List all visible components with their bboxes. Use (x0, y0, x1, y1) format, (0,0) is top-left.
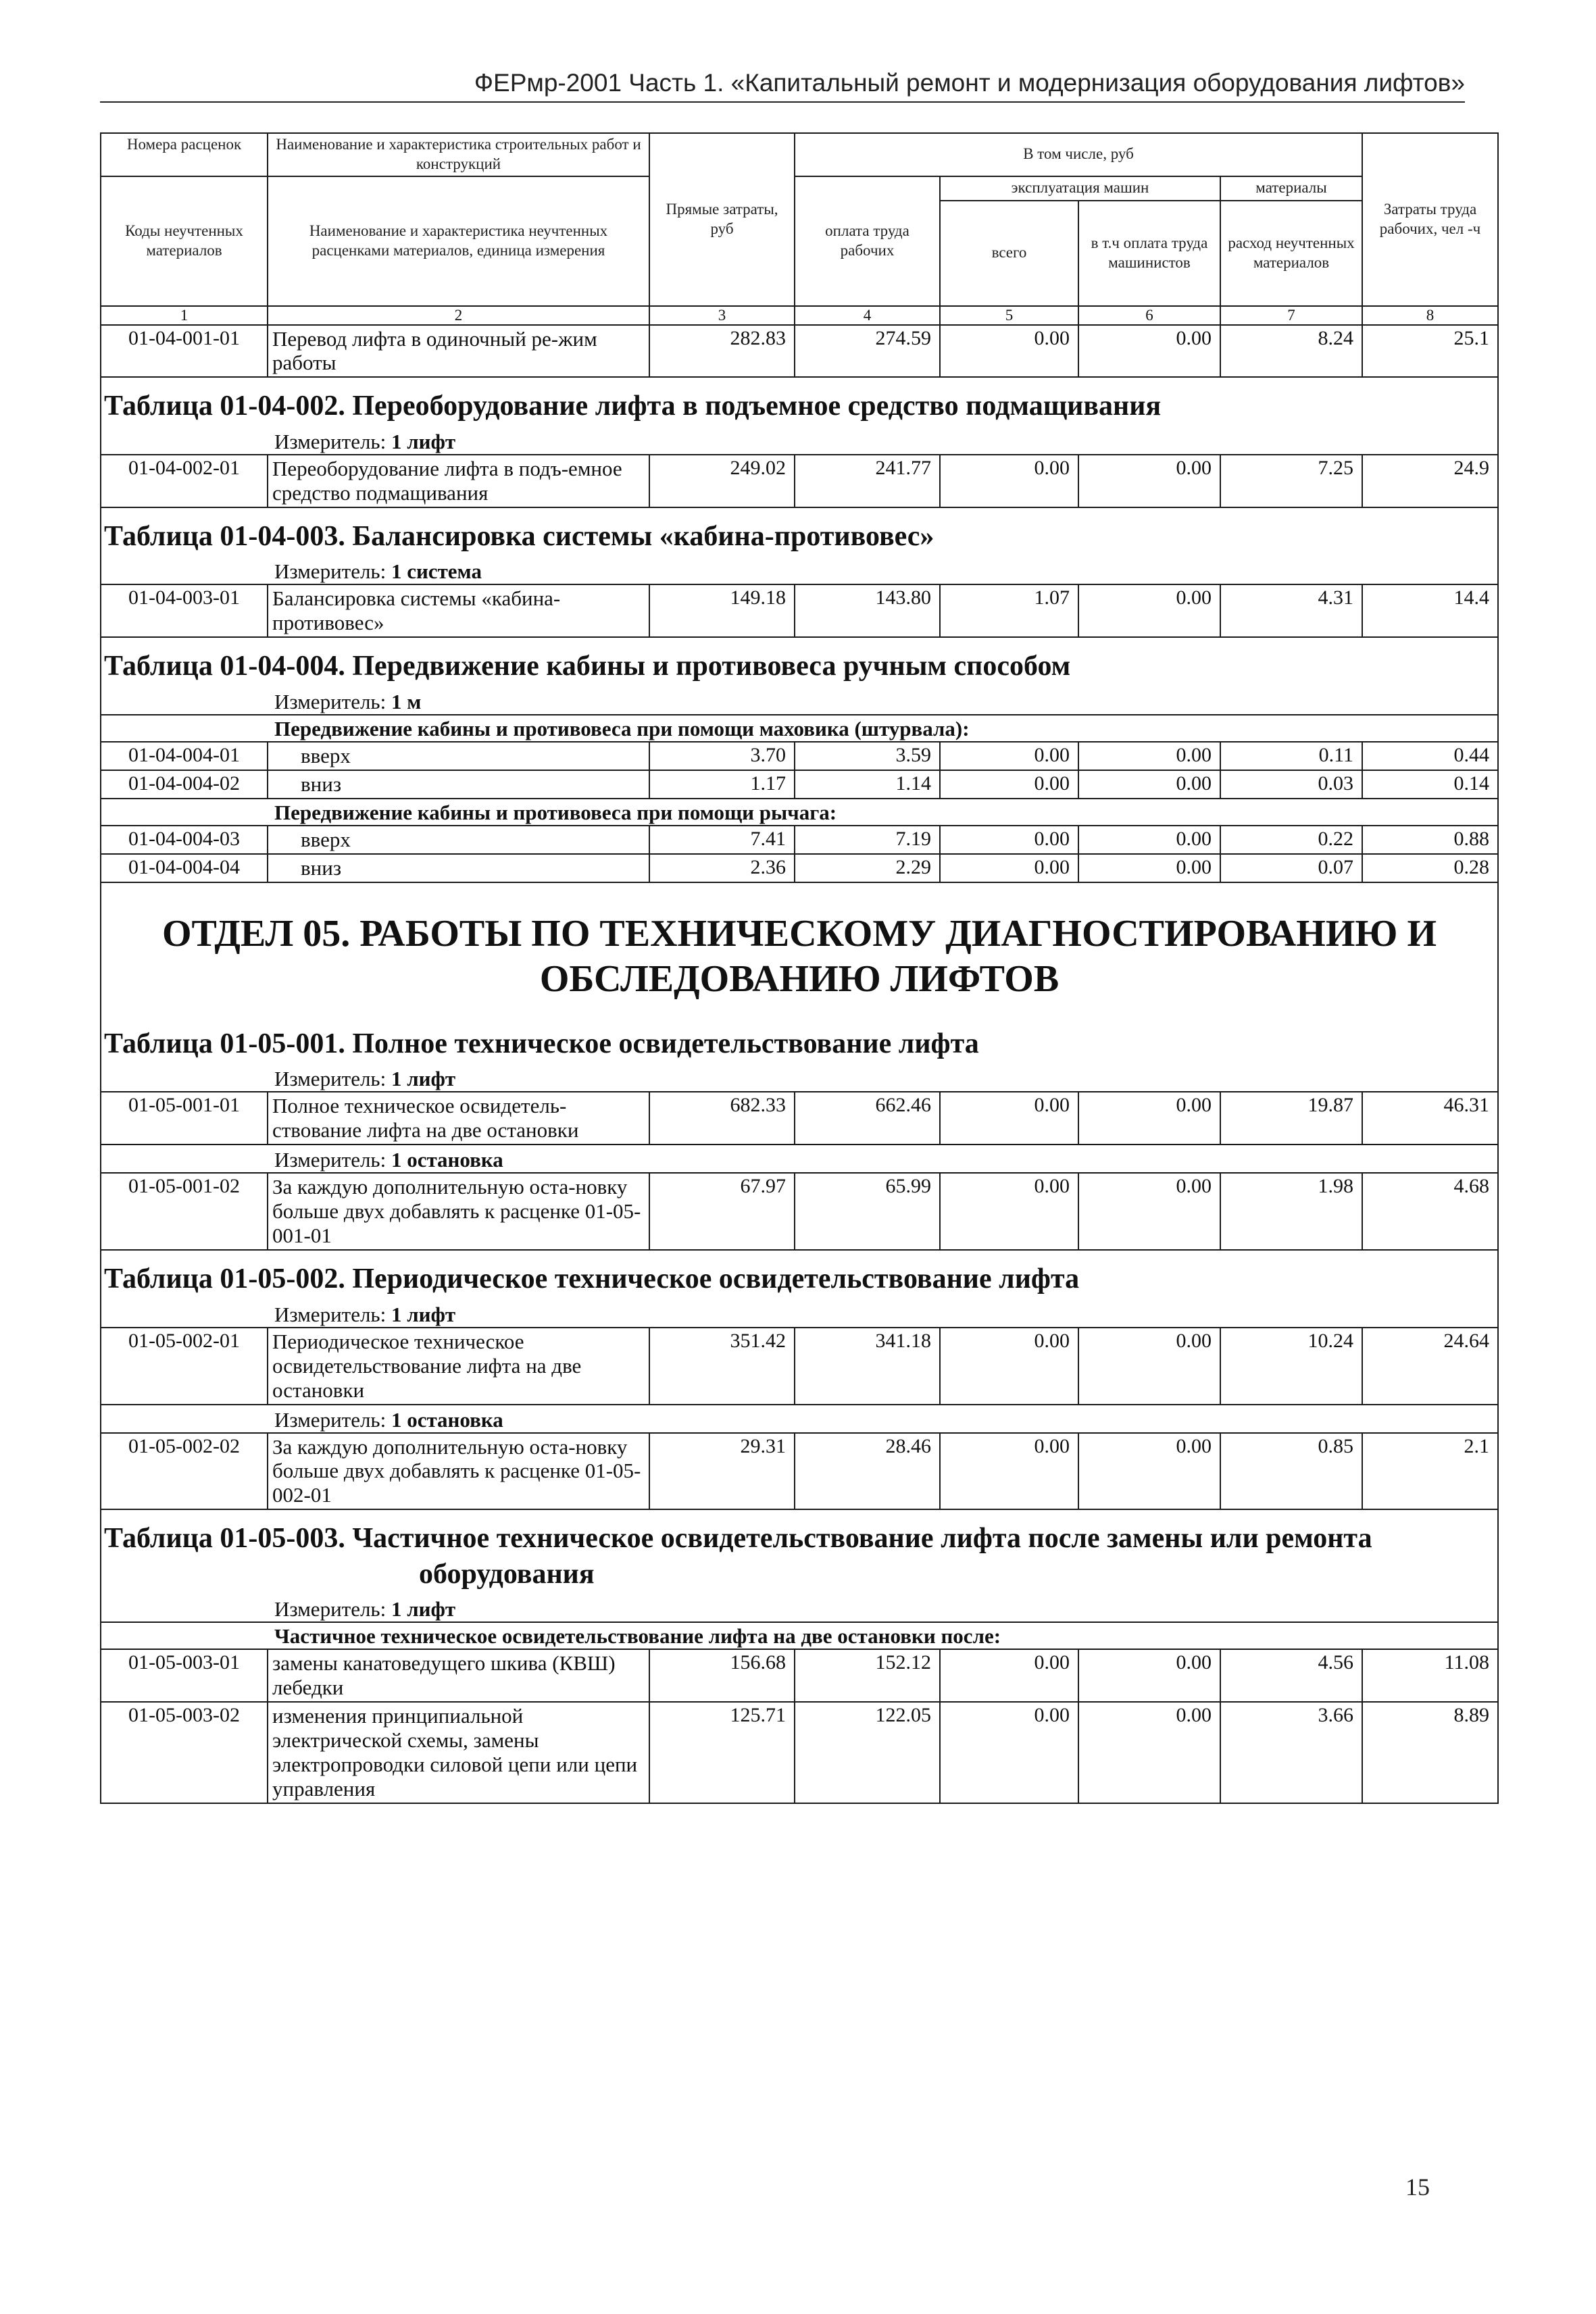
column-number: 7 (1220, 306, 1362, 325)
header-rate-numbers: Номера расценок (101, 133, 268, 176)
column-number: 4 (795, 306, 940, 325)
column-number: 3 (649, 306, 795, 325)
machine-total-value: 0.00 (940, 1092, 1078, 1145)
measure-row (101, 1594, 1498, 1622)
measure-value: 1 лифт (391, 1067, 456, 1091)
rates-sheet (100, 132, 1497, 1804)
machine-total-value: 0.00 (940, 826, 1078, 854)
direct-costs-value: 682.33 (649, 1092, 795, 1145)
table-row (101, 455, 1498, 507)
direct-costs-value: 67.97 (649, 1173, 795, 1250)
labor-pay-value: 143.80 (795, 584, 940, 637)
rate-name: Балансировка системы «кабина-противовес» (268, 584, 649, 637)
table-title-row (101, 1015, 1498, 1065)
operator-pay-value: 0.00 (1078, 325, 1220, 378)
rate-code: 01-05-003-02 (101, 1702, 268, 1803)
group-label: Передвижение кабины и противовеса при помощи маховика (штурвала): (101, 715, 1498, 742)
materials-value: 8.24 (1220, 325, 1362, 378)
direct-costs-value: 7.41 (649, 826, 795, 854)
measure-row (101, 1064, 1498, 1092)
measure-value: 1 лифт (391, 1302, 456, 1326)
table-title: Таблица 01-05-003. Частичное техническое освидетельствование лифта после замены или ремонта оборудования (104, 1523, 1372, 1590)
rate-code: 01-04-004-01 (101, 742, 268, 770)
group-label: Передвижение кабины и противовеса при помощи рычага: (101, 799, 1498, 826)
machine-total-value: 0.00 (940, 742, 1078, 770)
direct-costs-value: 125.71 (649, 1702, 795, 1803)
group-label-row (101, 1622, 1498, 1649)
operator-pay-value: 0.00 (1078, 1433, 1220, 1510)
machine-total-value: 0.00 (940, 1328, 1078, 1405)
direct-costs-value: 3.70 (649, 742, 795, 770)
operator-pay-value: 0.00 (1078, 1092, 1220, 1145)
operator-pay-value: 0.00 (1078, 770, 1220, 799)
measure-row (101, 1405, 1498, 1433)
header-work-name: Наименование и характеристика строительных работ и конструкций (268, 133, 649, 176)
direct-costs-value: 149.18 (649, 584, 795, 637)
measure-value: 1 лифт (391, 1597, 456, 1621)
labor-pay-value: 3.59 (795, 742, 940, 770)
group-label: Частичное техническое освидетельствование лифта на две остановки после: (101, 1622, 1498, 1649)
measure-value: 1 остановка (391, 1407, 503, 1432)
labor-costs-value: 0.44 (1362, 742, 1498, 770)
rate-code: 01-05-001-02 (101, 1173, 268, 1250)
direct-costs-value: 1.17 (649, 770, 795, 799)
rate-name: Полное техническое освидетель-ствование лифта на две остановки (268, 1092, 649, 1145)
machine-total-value: 0.00 (940, 1702, 1078, 1803)
column-number: 5 (940, 306, 1078, 325)
rate-name: Периодическое техническое освидетельствование лифта на две остановки (268, 1328, 649, 1405)
table-row (101, 584, 1498, 637)
materials-value: 0.22 (1220, 826, 1362, 854)
table-title: Таблица 01-04-003. Балансировка системы «кабина-противовес» (104, 520, 934, 552)
measure-label: Измеритель: (274, 689, 386, 713)
rate-name: Перевод лифта в одиночный ре-жим работы (268, 325, 649, 378)
rate-name: вниз (268, 770, 649, 799)
measure-value: 1 система (391, 559, 482, 584)
direct-costs-value: 249.02 (649, 455, 795, 507)
table-title: Таблица 01-04-002. Переоборудование лифта в подъемное средство подмащивания (104, 391, 1162, 422)
table-title-row (101, 637, 1498, 687)
labor-costs-value: 24.64 (1362, 1328, 1498, 1405)
labor-pay-value: 122.05 (795, 1702, 940, 1803)
labor-pay-value: 341.18 (795, 1328, 940, 1405)
labor-pay-value: 241.77 (795, 455, 940, 507)
labor-costs-value: 0.28 (1362, 854, 1498, 882)
table-title-row (101, 507, 1498, 557)
labor-costs-value: 2.1 (1362, 1433, 1498, 1510)
machine-total-value: 0.00 (940, 455, 1078, 507)
labor-costs-value: 8.89 (1362, 1702, 1498, 1803)
rate-code: 01-04-004-02 (101, 770, 268, 799)
header-machine-operation: эксплуатация машин (940, 176, 1220, 201)
table-title: Таблица 01-05-001. Полное техническое освидетельствование лифта (104, 1028, 979, 1059)
table-title-row (101, 1509, 1498, 1594)
operator-pay-value: 0.00 (1078, 742, 1220, 770)
machine-total-value: 0.00 (940, 325, 1078, 378)
rate-code: 01-04-001-01 (101, 325, 268, 378)
labor-pay-value: 274.59 (795, 325, 940, 378)
table-title-row (101, 1250, 1498, 1300)
header-total: всего (940, 201, 1078, 306)
machine-total-value: 0.00 (940, 770, 1078, 799)
labor-costs-value: 24.9 (1362, 455, 1498, 507)
rate-name: вверх (268, 742, 649, 770)
header-including: В том числе, руб (795, 133, 1362, 176)
header-labor-costs: Затраты труда рабочих, чел -ч (1362, 133, 1498, 306)
page-number: 15 (1405, 2173, 1430, 2200)
measure-value: 1 м (391, 689, 422, 713)
rate-code: 01-04-004-03 (101, 826, 268, 854)
rates-table (100, 132, 1499, 1804)
labor-costs-value: 46.31 (1362, 1092, 1498, 1145)
section-heading-row (101, 882, 1498, 1015)
operator-pay-value: 0.00 (1078, 854, 1220, 882)
measure-row (101, 1145, 1498, 1173)
operator-pay-value: 0.00 (1078, 826, 1220, 854)
labor-costs-value: 14.4 (1362, 584, 1498, 637)
table-row (101, 1433, 1498, 1510)
materials-value: 3.66 (1220, 1702, 1362, 1803)
table-row (101, 1173, 1498, 1250)
labor-costs-value: 4.68 (1362, 1173, 1498, 1250)
measure-row (101, 1300, 1498, 1328)
header-operator-pay: в т.ч оплата труда машинистов (1078, 201, 1220, 306)
materials-value: 0.85 (1220, 1433, 1362, 1510)
machine-total-value: 0.00 (940, 854, 1078, 882)
measure-value: 1 лифт (391, 429, 456, 453)
rate-code: 01-04-004-04 (101, 854, 268, 882)
measure-row (101, 557, 1498, 584)
labor-costs-value: 0.14 (1362, 770, 1498, 799)
rate-code: 01-05-002-02 (101, 1433, 268, 1510)
section-heading: ОТДЕЛ 05. РАБОТЫ ПО ТЕХНИЧЕСКОМУ ДИАГНОСТИРОВАНИЮ И ОБСЛЕДОВАНИЮ ЛИФТОВ (101, 882, 1498, 1015)
rate-code: 01-04-002-01 (101, 455, 268, 507)
rate-code: 01-05-001-01 (101, 1092, 268, 1145)
labor-pay-value: 1.14 (795, 770, 940, 799)
rate-name: вверх (268, 826, 649, 854)
rate-code: 01-05-003-01 (101, 1649, 268, 1702)
column-number: 1 (101, 306, 268, 325)
materials-value: 0.03 (1220, 770, 1362, 799)
header-direct-costs: Прямые затраты, руб (649, 133, 795, 306)
labor-pay-value: 65.99 (795, 1173, 940, 1250)
measure-label: Измеритель: (274, 1067, 386, 1091)
measure-label: Измеритель: (274, 429, 386, 453)
rate-name: замены канатоведущего шкива (КВШ) лебедки (268, 1649, 649, 1702)
rate-name: вниз (268, 854, 649, 882)
labor-costs-value: 25.1 (1362, 325, 1498, 378)
machine-total-value: 0.00 (940, 1433, 1078, 1510)
measure-label: Измеритель: (274, 1148, 386, 1172)
table-row (101, 770, 1498, 799)
table-row (101, 1702, 1498, 1803)
header-materials: материалы (1220, 176, 1362, 201)
rate-code: 01-04-003-01 (101, 584, 268, 637)
labor-costs-value: 11.08 (1362, 1649, 1498, 1702)
header-labor-pay: оплата труда рабочих (795, 176, 940, 306)
materials-value: 7.25 (1220, 455, 1362, 507)
running-head: ФЕРмр-2001 Часть 1. «Капитальный ремонт и модернизация оборудования лифтов» (100, 69, 1465, 103)
operator-pay-value: 0.00 (1078, 1173, 1220, 1250)
machine-total-value: 0.00 (940, 1649, 1078, 1702)
operator-pay-value: 0.00 (1078, 1702, 1220, 1803)
rate-name: изменения принципиальной электрической схемы, замены электропроводки силовой цепи или цепи управления (268, 1702, 649, 1803)
table-title-row (101, 377, 1498, 427)
column-number: 8 (1362, 306, 1498, 325)
materials-value: 4.31 (1220, 584, 1362, 637)
table-row (101, 1649, 1498, 1702)
machine-total-value: 0.00 (940, 1173, 1078, 1250)
materials-value: 0.11 (1220, 742, 1362, 770)
header-row-1 (101, 133, 1498, 176)
rate-name: За каждую дополнительную оста-новку больше двух добавлять к расценке 01-05-002-01 (268, 1433, 649, 1510)
measure-row (101, 687, 1498, 715)
measure-label: Измеритель: (274, 1597, 386, 1621)
rate-name: За каждую дополнительную оста-новку больше двух добавлять к расценке 01-05-001-01 (268, 1173, 649, 1250)
labor-costs-value: 0.88 (1362, 826, 1498, 854)
materials-value: 4.56 (1220, 1649, 1362, 1702)
direct-costs-value: 351.42 (649, 1328, 795, 1405)
rate-name: Переоборудование лифта в подъ-емное средство подмащивания (268, 455, 649, 507)
direct-costs-value: 282.83 (649, 325, 795, 378)
machine-total-value: 1.07 (940, 584, 1078, 637)
labor-pay-value: 662.46 (795, 1092, 940, 1145)
group-label-row (101, 715, 1498, 742)
operator-pay-value: 0.00 (1078, 1328, 1220, 1405)
direct-costs-value: 156.68 (649, 1649, 795, 1702)
header-row-2 (101, 176, 1498, 201)
rate-code: 01-05-002-01 (101, 1328, 268, 1405)
table-row (101, 742, 1498, 770)
materials-value: 0.07 (1220, 854, 1362, 882)
measure-value: 1 остановка (391, 1148, 503, 1172)
labor-pay-value: 28.46 (795, 1433, 940, 1510)
group-label-row (101, 799, 1498, 826)
header-material-names: Наименование и характеристика неучтенных расценками материалов, единица измерения (268, 176, 649, 306)
table-title: Таблица 01-05-002. Периодическое техническое освидетельствование лифта (104, 1263, 1080, 1295)
materials-value: 19.87 (1220, 1092, 1362, 1145)
table-title: Таблица 01-04-004. Передвижение кабины и противовеса ручным способом (104, 651, 1071, 682)
measure-label: Измеритель: (274, 559, 386, 584)
table-row (101, 1328, 1498, 1405)
operator-pay-value: 0.00 (1078, 455, 1220, 507)
measure-row (101, 427, 1498, 455)
operator-pay-value: 0.00 (1078, 584, 1220, 637)
operator-pay-value: 0.00 (1078, 1649, 1220, 1702)
column-number: 2 (268, 306, 649, 325)
header-material-codes: Коды неучтенных материалов (101, 176, 268, 306)
materials-value: 10.24 (1220, 1328, 1362, 1405)
labor-pay-value: 7.19 (795, 826, 940, 854)
column-number: 6 (1078, 306, 1220, 325)
labor-pay-value: 2.29 (795, 854, 940, 882)
direct-costs-value: 2.36 (649, 854, 795, 882)
table-row (101, 826, 1498, 854)
measure-label: Измеритель: (274, 1407, 386, 1432)
column-number-row (101, 306, 1498, 325)
materials-value: 1.98 (1220, 1173, 1362, 1250)
measure-label: Измеритель: (274, 1302, 386, 1326)
direct-costs-value: 29.31 (649, 1433, 795, 1510)
header-unaccounted-materials: расход неучтенных материалов (1220, 201, 1362, 306)
labor-pay-value: 152.12 (795, 1649, 940, 1702)
table-row (101, 325, 1498, 378)
table-row (101, 854, 1498, 882)
table-row (101, 1092, 1498, 1145)
